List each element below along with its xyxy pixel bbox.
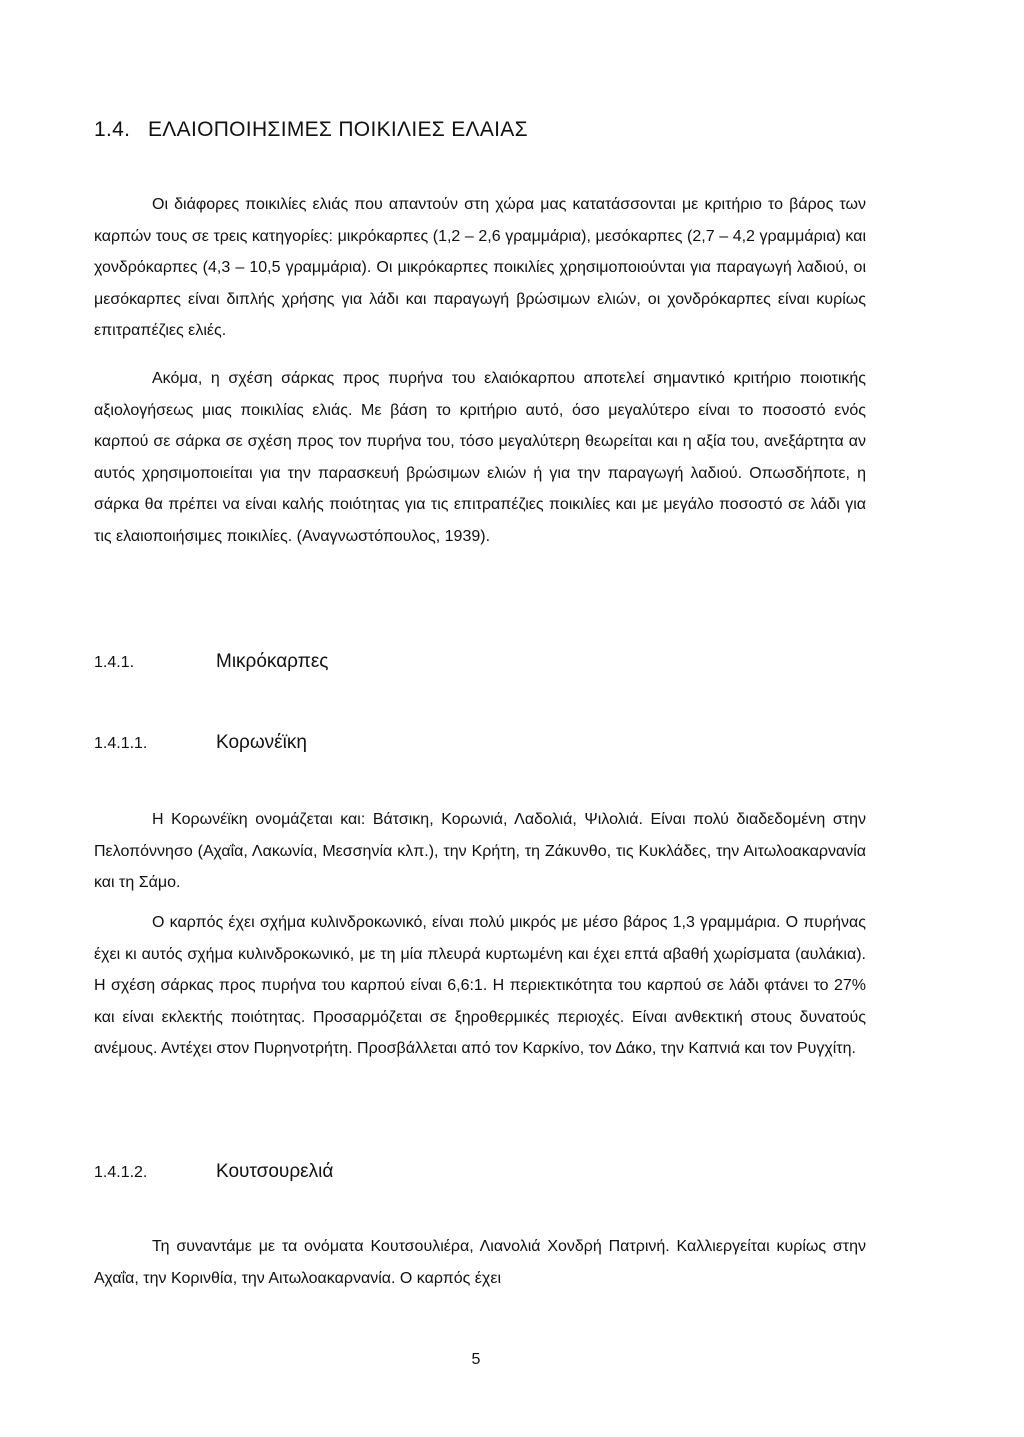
section-title: ΕΛΑΙΟΠΟΙΗΣΙΜΕΣ ΠΟΙΚΙΛΙΕΣ ΕΛΑΙΑΣ <box>148 118 528 141</box>
koroneiki-paragraph-2: Ο καρπός έχει σχήμα κυλινδροκωνικό, είναι πολύ μικρός με μέσο βάρος 1,3 γραμμάρια. Ο πυρήνας έχει κι αυτός σχήμα κυλινδροκωνικό, με τη μία πλευρά κυρτωμένη και έχει επτά αβαθή χωρίσματα (αυλάκια). Η σχέση σάρκας προς πυρήνα του καρπού είναι 6,6:1. Η περιεκτικότητα του καρπού σε λάδι φτάνει το 27% και είναι εκλεκτής ποιότητας. Προσαρμόζεται σε ξηροθερμικές περιοχές. Είναι ανθεκτική στους δυνατούς ανέμους. Αντέχει στον Πυρηνοτρήτη. Προσβάλλεται από τον Καρκίνο, τον Δάκο, την Καπνιά και τον Ρυγχίτη. <box>94 914 866 1057</box>
section-paragraph-1: Οι διάφορες ποικιλίες ελιάς που απαντούν στη χώρα μας κατατάσσονται με κριτήριο το βάρος των καρπών τους σε τρεις κατηγορίες: μικρόκαρπες (1,2 – 2,6 γραμμάρια), μεσόκαρπες (2,7 – 4,2 γραμμάρια) και χονδρόκαρπες (4,3 – 10,5 γραμμάρια). Οι μικρόκαρπες ποικιλίες χρησιμοποιούνται για παραγωγή λαδιού, οι μεσόκαρπες είναι διπλής χρήσης για λάδι και παραγωγή βρώσιμων ελιών, οι χονδρόκαρπες είναι κυρίως επιτραπέζιες ελιές. <box>94 196 866 339</box>
variety-heading-koutsourelia <box>94 1161 333 1183</box>
variety-title: Κορωνέϊκη <box>216 732 307 753</box>
subsection-heading <box>94 651 328 673</box>
page-number: 5 <box>471 1351 481 1368</box>
subsection-number: 1.4.1. <box>94 654 135 671</box>
koutsourelia-paragraph-1: Τη συναντάμε με τα ονόματα Κουτσουλιέρα, Λιανολιά Χονδρή Πατρινή. Καλλιεργείται κυρίως στην Αχαΐα, την Κορινθία, την Αιτωλοακαρνανία. Ο καρπός έχει <box>94 1238 866 1287</box>
section-number: 1.4. <box>94 118 131 141</box>
section-paragraph-2: Ακόμα, η σχέση σάρκας προς πυρήνα του ελαιόκαρπου αποτελεί σημαντικό κριτήριο ποιοτικής αξιολογήσεως μιας ποικιλίας ελιάς. Με βάση το κριτήριο αυτό, όσο μεγαλύτερο είναι το ποσοστό ενός καρπού σε σάρκα σε σχέση προς τον πυρήνα του, τόσο μεγαλύτερη θεωρείται και η αξία του, ανεξάρτητα αν αυτός χρησιμοποιείται για την παρασκευή βρώσιμων ελιών ή για την παραγωγή λαδιού. Οπωσδήποτε, η σάρκα θα πρέπει να είναι καλής ποιότητας για τις επιτραπέζιες ποικιλίες και με μεγάλο ποσοστό σε λάδι για τις ελαιοποιήσιμες ποικιλίες. (Αναγνωστόπουλος, 1939). <box>94 370 866 545</box>
variety-number: 1.4.1.2. <box>94 1164 148 1181</box>
koroneiki-paragraph-1: Η Κορωνέϊκη ονομάζεται και: Βάτσικη, Κορωνιά, Λαδολιά, Ψιλολιά. Είναι πολύ διαδεδομένη στην Πελοπόννησο (Αχαΐα, Λακωνία, Μεσσηνία κλπ.), την Κρήτη, τη Ζάκυνθο, τις Κυκλάδες, την Αιτωλοακαρνανία και τη Σάμο. <box>94 811 866 891</box>
subsection-title: Μικρόκαρπες <box>216 651 329 672</box>
variety-heading-koroneiki <box>94 732 307 754</box>
variety-number: 1.4.1.1. <box>94 735 148 752</box>
section-heading <box>94 118 528 142</box>
variety-title: Κουτσουρελιά <box>216 1161 334 1182</box>
